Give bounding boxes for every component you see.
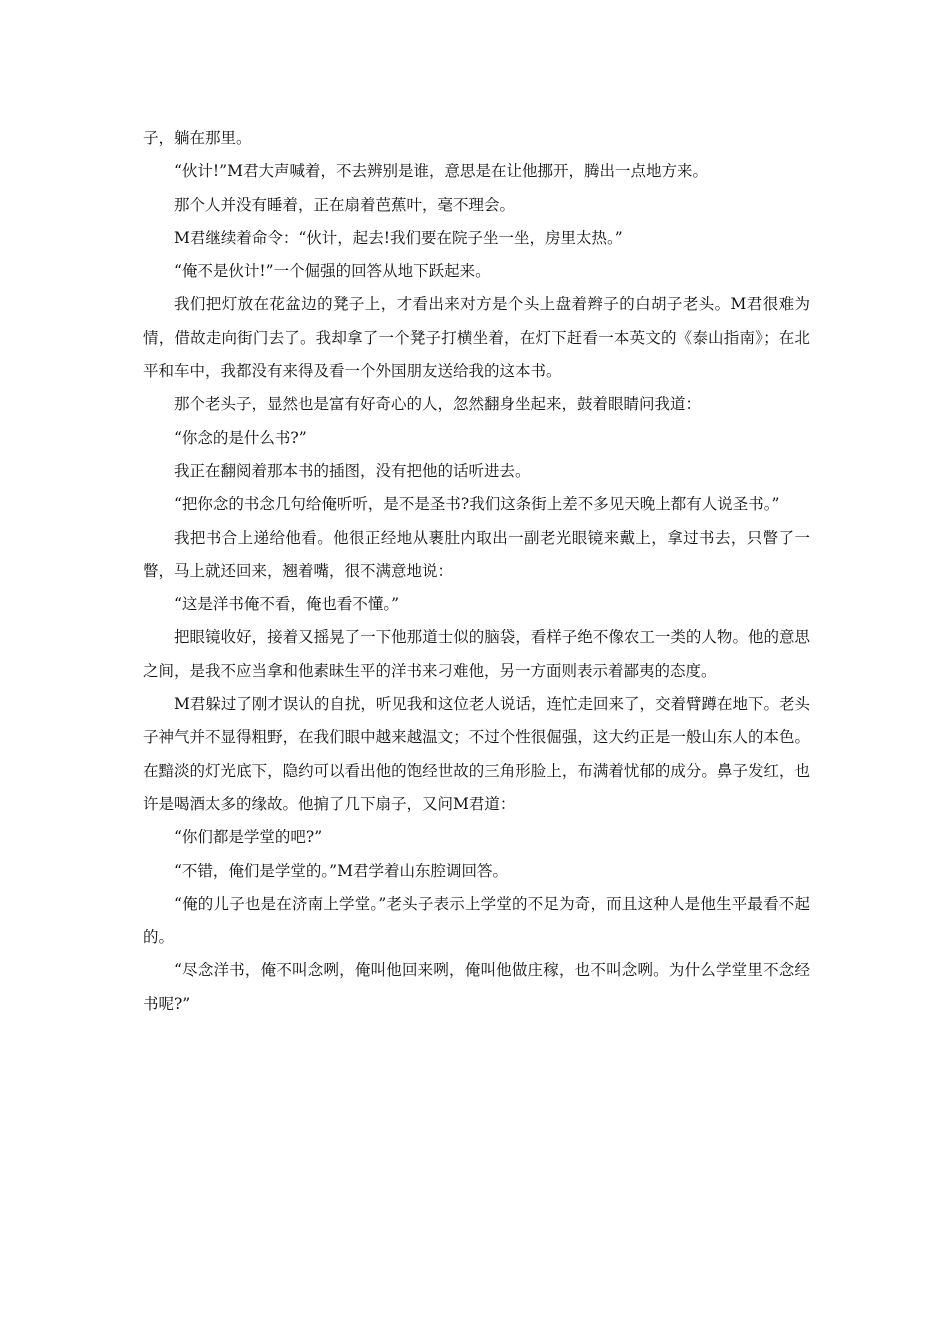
paragraph: 把眼镜收好，接着又摇晃了一下他那道士似的脑袋，看样子绝不像农工一类的人物。他的意思之间，是我不应当拿和他素昧生平的洋书来刁难他，另一方面则表示着鄙夷的态度。 xyxy=(143,628,810,680)
paragraph: “这是洋书俺不看，俺也看不懂。” xyxy=(174,595,400,614)
paragraph: 那个人并没有睡着，正在扇着芭蕉叶，毫不理会。 xyxy=(174,195,516,214)
paragraph: 子，躺在那里。 xyxy=(143,129,252,147)
paragraph: “把你念的书念几句给俺听听，是不是圣书?我们这条街上差不多见天晚上都有人说圣书。” xyxy=(174,495,780,514)
document-page xyxy=(143,122,810,1021)
paragraph: 我正在翻阅着那本书的插图，没有把他的话听进去。 xyxy=(174,461,531,480)
paragraph: “你念的是什么书?” xyxy=(174,428,307,447)
paragraph: M君躲过了刚才误认的自扰，听见我和这位老人说话，连忙走回来了，交着臂蹲在地下。老头子神气并不显得粗野，在我们眼中越来越温文；不过个性很倔强，这大约正是一般山东人的本色。在黯淡的灯光底下，隐约可以看出他的饱经世故的三角形脸上，布满着忧郁的成分。鼻子发红，也许是喝酒太多的缘故。他掮了几下扇子，又问M君道： xyxy=(143,695,810,813)
paragraph: 那个老头子，显然也是富有好奇心的人，忽然翻身坐起来，鼓着眼睛问我道： xyxy=(174,395,702,414)
paragraph: “你们都是学堂的吧?” xyxy=(174,828,323,847)
paragraph: 我们把灯放在花盆边的凳子上，才看出来对方是个头上盘着辫子的白胡子老头。M君很难为情，借故走向街门去了。我却拿了一个凳子打横坐着，在灯下赶看一本英文的《泰山指南》；在北平和车中，我都没有来得及看一个外国朋友送给我的这本书。 xyxy=(143,295,810,381)
paragraph: “俺的儿子也是在济南上学堂。”老头子表示上学堂的不足为奇，而且这种人是他生平最看不起的。 xyxy=(143,894,810,947)
paragraph: “伙计!”M君大声喊着，不去辨别是谁，意思是在让他挪开，腾出一点地方来。 xyxy=(174,162,708,181)
paragraph: M君继续着命令：“伙计，起去!我们要在院子坐一坐，房里太热。” xyxy=(174,228,623,247)
paragraph: 我把书合上递给他看。他很正经地从裹肚内取出一副老光眼镜来戴上，拿过书去，只瞥了一瞥，马上就还回来，翘着嘴，很不满意地说： xyxy=(143,528,810,580)
paragraph: “俺不是伙计!”一个倔强的回答从地下跃起来。 xyxy=(174,262,491,281)
paragraph: “尽念洋书，俺不叫念咧，俺叫他回来咧，俺叫他做庄稼，也不叫念咧。为什么学堂里不念经书呢?” xyxy=(143,961,810,1013)
paragraph: “不错，俺们是学堂的。”M君学着山东腔调回答。 xyxy=(174,861,508,880)
